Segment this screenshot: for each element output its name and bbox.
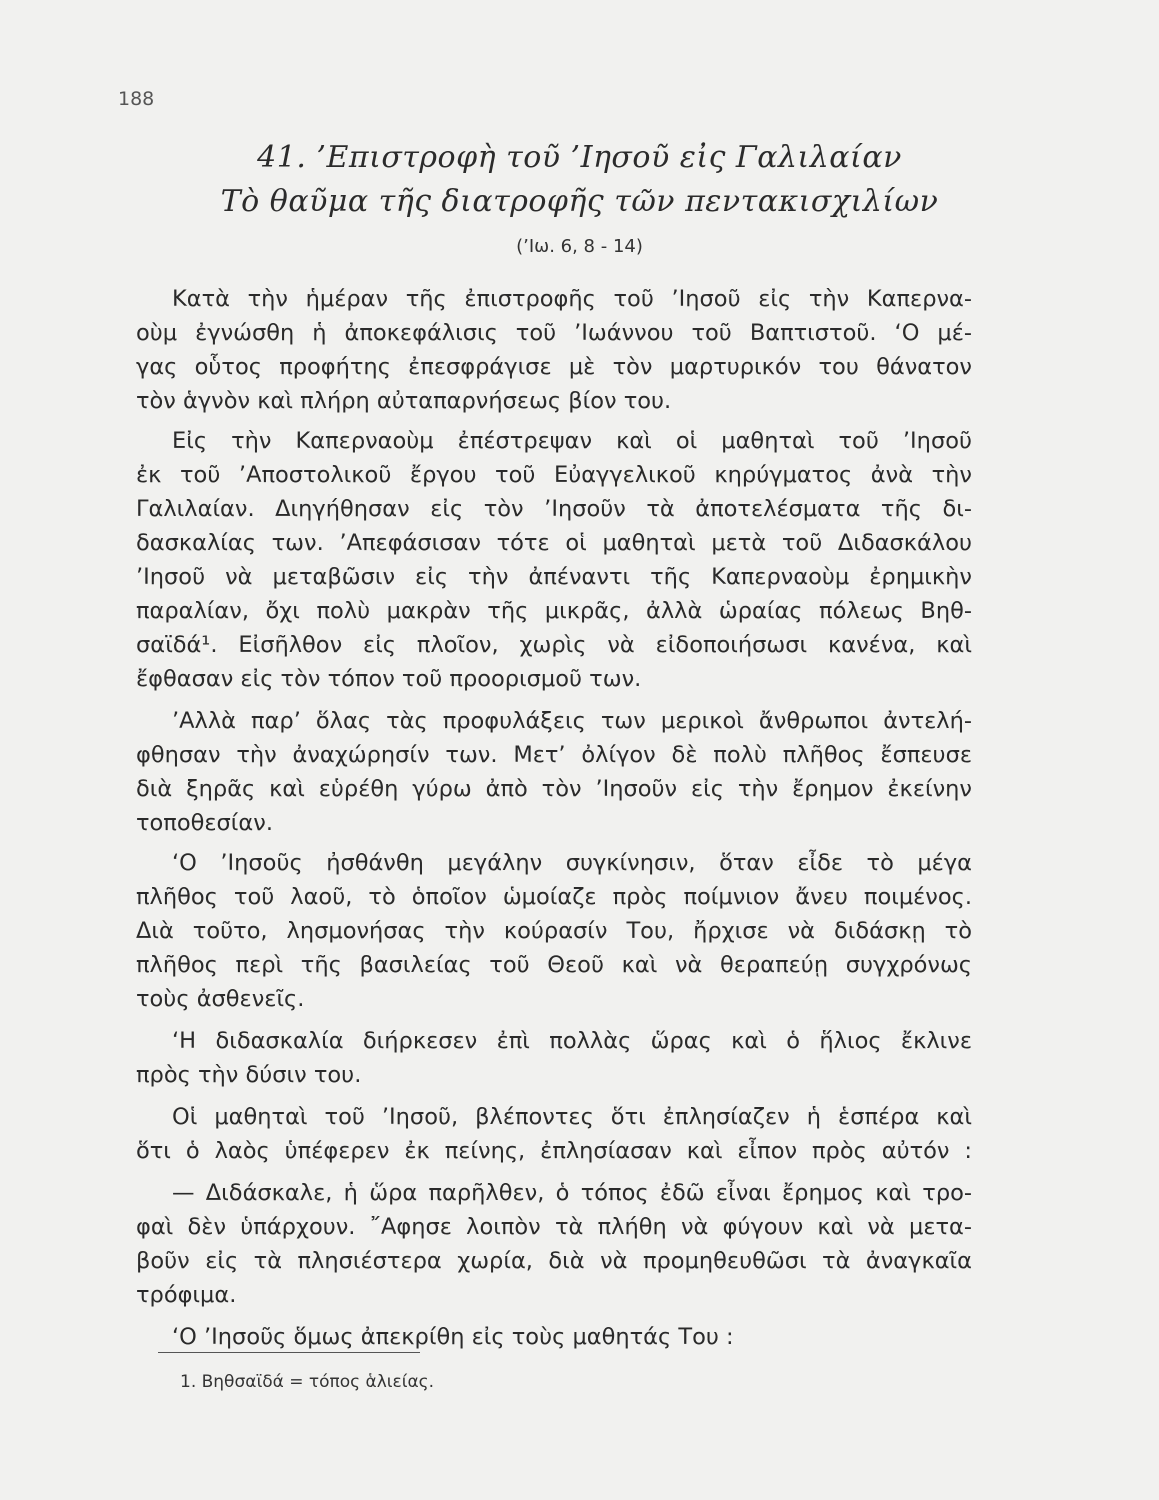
text-line: Διὰ τοῦτο, λησμονήσας τὴν κούρασίν Του, ἤρχισε νὰ διδάσκῃ τὸ [136,918,972,944]
footnote: 1. Βηθσαϊδά = τόπος ἁλιείας. [180,1372,435,1392]
text-line: γας οὗτος προφήτης ἐπεσφράγισε μὲ τὸν μαρτυρικόν του θάνατον [136,354,972,380]
text-line: βοῦν εἰς τὰ πλησιέστερα χωρία, διὰ νὰ προμηθευθῶσι τὰ ἀναγκαῖα [136,1248,972,1274]
text-line: ‘Ο ’Ιησοῦς ἠσθάνθη μεγάλην συγκίνησιν, ὅταν εἶδε τὸ μέγα [172,850,972,876]
text-line: τρόφιμα. [136,1282,237,1308]
text-line: ’Αλλὰ παρ’ ὅλας τὰς προφυλάξεις των μερικοὶ ἄνθρωποι ἀντελή- [172,708,972,734]
chapter-subtitle: Τὸ θαῦμα τῆς διατροφῆς τῶν πεντακισχιλίων [220,184,939,219]
text-line: διὰ ξηρᾶς καὶ εὑρέθη γύρω ἀπὸ τὸν ’Ιησοῦν εἰς τὴν ἔρημον ἐκείνην [136,776,972,802]
text-line: φαὶ δὲν ὑπάρχουν. ῎Αφησε λοιπὸν τὰ πλήθη νὰ φύγουν καὶ νὰ μετα- [136,1214,972,1240]
scripture-reference: (’Ιω. 6, 8 - 14) [516,236,643,257]
page-number: 188 [118,88,155,110]
text-line: Οἱ μαθηταὶ τοῦ ’Ιησοῦ, βλέποντες ὅτι ἐπλησίαζεν ἡ ἑσπέρα καὶ [172,1104,972,1130]
text-line: οὺμ ἐγνώσθη ἡ ἀποκεφάλισις τοῦ ’Ιωάννου τοῦ Βαπτιστοῦ. ‘Ο μέ- [136,320,972,346]
text-line: τὸν ἁγνὸν καὶ πλήρη αὐταπαρνήσεως βίον του. [136,388,672,414]
text-line: ὅτι ὁ λαὸς ὑπέφερεν ἐκ πείνης, ἐπλησίασαν καὶ εἶπον πρὸς αὐτόν : [136,1138,972,1164]
text-line: τοποθεσίαν. [136,810,273,836]
text-line: τοὺς ἀσθενεῖς. [136,986,305,1012]
text-line: φθησαν τὴν ἀναχώρησίν των. Μετ’ ὀλίγον δὲ πολὺ πλῆθος ἔσπευσε [136,742,972,768]
text-line: πρὸς τὴν δύσιν του. [136,1062,362,1088]
chapter-title: 41. ’Επιστροφὴ τοῦ ’Ιησοῦ εἰς Γαλιλαίαν [257,140,902,175]
text-line: ’Ιησοῦ νὰ μεταβῶσιν εἰς τὴν ἀπέναντι τῆς Καπερναοὺμ ἐρημικὴν [136,564,972,590]
text-line: ἐκ τοῦ ’Αποστολικοῦ ἔργου τοῦ Εὐαγγελικοῦ κηρύγματος ἀνὰ τὴν [136,462,972,488]
text-line: παραλίαν, ὄχι πολὺ μακρὰν τῆς μικρᾶς, ἀλλὰ ὡραίας πόλεως Βηθ- [136,598,972,624]
text-line: πλῆθος τοῦ λαοῦ, τὸ ὁποῖον ὡμοίαζε πρὸς ποίμνιον ἄνευ ποιμένος. [136,884,972,910]
text-line: Κατὰ τὴν ἡμέραν τῆς ἐπιστροφῆς τοῦ ’Ιησοῦ εἰς τὴν Καπερνα- [172,286,972,312]
text-line: Γαλιλαίαν. Διηγήθησαν εἰς τὸν ’Ιησοῦν τὰ ἀποτελέσματα τῆς δι- [136,496,972,522]
text-line: πλῆθος περὶ τῆς βασιλείας τοῦ Θεοῦ καὶ νὰ θεραπεύῃ συγχρόνως [136,952,972,978]
text-line: ‘Η διδασκαλία διήρκεσεν ἐπὶ πολλὰς ὥρας καὶ ὁ ἥλιος ἔκλινε [172,1028,972,1054]
text-line: ἔφθασαν εἰς τὸν τόπον τοῦ προορισμοῦ των. [136,666,642,692]
footnote-divider [158,1352,420,1353]
text-line: δασκαλίας των. ’Απεφάσισαν τότε οἱ μαθηταὶ μετὰ τοῦ Διδασκάλου [136,530,972,556]
text-line: — Διδάσκαλε, ἡ ὥρα παρῆλθεν, ὁ τόπος ἐδῶ εἶναι ἔρημος καὶ τρο- [172,1180,972,1206]
text-line: Εἰς τὴν Καπερναοὺμ ἐπέστρεψαν καὶ οἱ μαθηταὶ τοῦ ’Ιησοῦ [172,428,972,454]
text-line: ‘Ο ’Ιησοῦς ὅμως ἀπεκρίθη εἰς τοὺς μαθητάς Του : [172,1324,734,1350]
text-line: σαϊδά¹. Εἰσῆλθον εἰς πλοῖον, χωρὶς νὰ εἰδοποιήσωσι κανένα, καὶ [136,632,972,658]
